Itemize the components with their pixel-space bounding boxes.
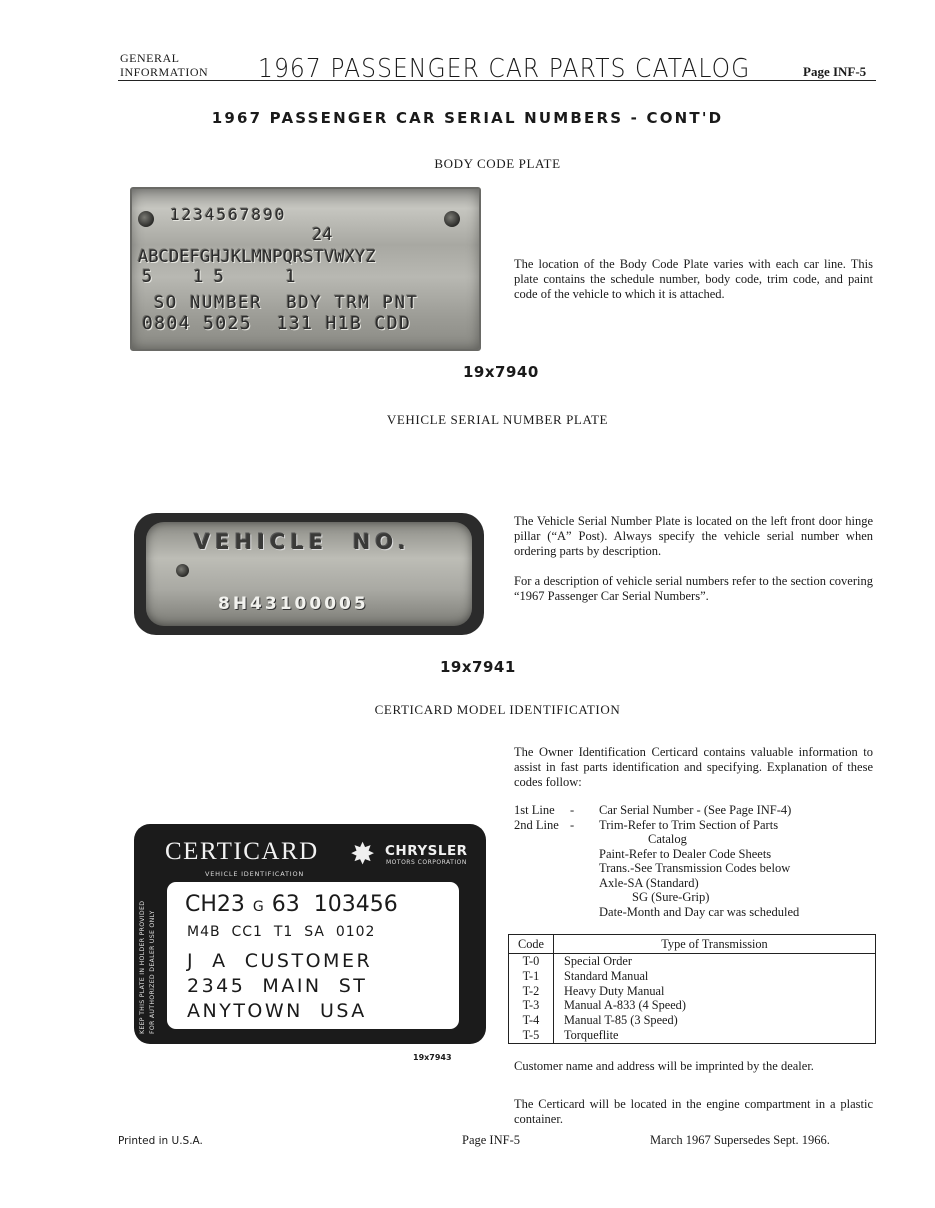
certicard-intro: The Owner Identification Certicard contains valuable information to assist in fast parts identification and specifying. Explanation of these codes follow: (514, 745, 873, 789)
certicard-customer-name: J A CUSTOMER (187, 950, 373, 972)
code-row: Date-Month and Day car was scheduled (599, 904, 800, 919)
table-row: T-3 Manual A-833 (4 Speed) (509, 998, 876, 1013)
vehicle-serial-reference: For a description of vehicle serial numbers refer to the section covering “1967 Passenger Car Serial Numbers”. (514, 574, 873, 603)
plate-serial-number: 8H43100005 (218, 594, 369, 614)
plate-letter-row: ABCDEFGHJKLMNPQRSTVWXYZ (138, 247, 376, 267)
body-code-plate-image (130, 187, 481, 351)
vehicle-serial-plate-description: The Vehicle Serial Number Plate is located on the left front door hinge pillar (“A” Post). Always specify the vehicle serial number when ordering parts by description. (514, 514, 873, 558)
plate-codes-row: 0804 5025 131 H1B CDD (142, 313, 412, 334)
certicard-line2: M4B CC1 T1 SA 0102 (187, 924, 376, 940)
plate-marks-row: 5 1 5 1 (142, 267, 296, 287)
plate-schedule-number: 24 (312, 225, 333, 245)
header-page-number: Page INF-5 (803, 64, 867, 79)
body-code-plate-description: The location of the Body Code Plate varies with each car line. This plate contains the schedule number, body code, trim code, and paint code of the vehicle to which it is attached. (514, 257, 873, 301)
table-header-row (509, 935, 876, 954)
header-section (120, 51, 208, 79)
catalog-title: 1967 PASSENGER CAR PARTS CATALOG (258, 54, 751, 84)
vehicle-serial-plate-face (146, 522, 472, 626)
plate-heading-row: SO NUMBER BDY TRM PNT (154, 293, 419, 313)
table-row: T-1 Standard Manual (509, 969, 876, 984)
certicard-line1 (185, 892, 398, 917)
code-row: Paint-Refer to Dealer Code Sheets (599, 846, 772, 861)
column-header-type: Type of Transmission (554, 935, 876, 954)
code-row: Catalog (648, 832, 687, 846)
figure-number-19x7943: 19x7943 (413, 1053, 452, 1062)
column-header-code: Code (509, 935, 554, 954)
certicard-side-line1: KEEP THIS PLATE IN HOLDER PROVIDED (139, 900, 146, 1034)
plate-vehicle-no-text: VEHICLE NO. (194, 530, 411, 554)
certicard-side-line2: FOR AUTHORIZED DEALER USE ONLY (149, 910, 156, 1034)
certicard-subtitle: VEHICLE IDENTIFICATION (205, 870, 305, 878)
pentastar-icon: ✸ (350, 837, 376, 872)
rivet-left-icon (138, 211, 154, 227)
code-row: Trans.-See Transmission Codes below (599, 861, 791, 875)
rivet-right-icon (444, 211, 460, 227)
certicard-note-customer: Customer name and address will be imprinted by the dealer. (514, 1059, 814, 1073)
table-row: T-0 Special Order (509, 954, 876, 969)
certicard-line1-serial: 63 103456 (271, 892, 398, 917)
code-row: 1st Line - Car Serial Number - (See Page INF-4) (514, 803, 792, 817)
header-section-line1: GENERAL (120, 51, 180, 65)
page-subtitle: 1967 PASSENGER CAR SERIAL NUMBERS - CONT'D (211, 109, 724, 127)
table-row: T-2 Heavy Duty Manual (509, 984, 876, 999)
plate-digit-row: 1234567890 (170, 205, 287, 224)
table-row: T-4 Manual T-85 (3 Speed) (509, 1013, 876, 1028)
certicard-address-2: ANYTOWN USA (187, 1000, 367, 1022)
header-section-line2: INFORMATION (120, 65, 209, 79)
certicard-info-panel (167, 882, 459, 1029)
footer-page: Page INF-5 (462, 1133, 520, 1147)
header-rule (118, 80, 876, 81)
code-row: 2nd Line - Trim-Refer to Trim Section of Parts (514, 817, 779, 832)
plate-rivet-icon (176, 564, 189, 577)
body-code-plate-label: BODY CODE PLATE (434, 156, 561, 171)
code-row: Axle-SA (Standard) (599, 875, 699, 890)
chrysler-brand: CHRYSLER (385, 843, 468, 859)
certicard-label: CERTICARD MODEL IDENTIFICATION (374, 702, 621, 717)
footer-printed: Printed in U.S.A. (118, 1135, 203, 1147)
certicard-title: CERTICARD (165, 838, 319, 865)
certicard-line1-g: G (252, 899, 264, 915)
vehicle-serial-plate-label: VEHICLE SERIAL NUMBER PLATE (386, 412, 609, 427)
certicard-note-location: The Certicard will be located in the engine compartment in a plastic container. (514, 1097, 873, 1126)
certicard-line1-prefix: CH23 (185, 892, 245, 917)
figure-number-19x7940: 19x7940 (463, 363, 539, 381)
code-row: SG (Sure-Grip) (632, 890, 710, 904)
footer-date: March 1967 Supersedes Sept. 1966. (650, 1133, 830, 1147)
certicard-side-text (138, 901, 158, 1034)
figure-number-19x7941: 19x7941 (440, 658, 516, 676)
certicard-codes-list (514, 803, 876, 925)
table-row: T-5 Torqueflite (509, 1028, 876, 1043)
certicard-address-1: 2345 MAIN ST (187, 975, 368, 997)
transmission-table (508, 934, 876, 1044)
chrysler-brand-sub: MOTORS CORPORATION (386, 859, 467, 866)
